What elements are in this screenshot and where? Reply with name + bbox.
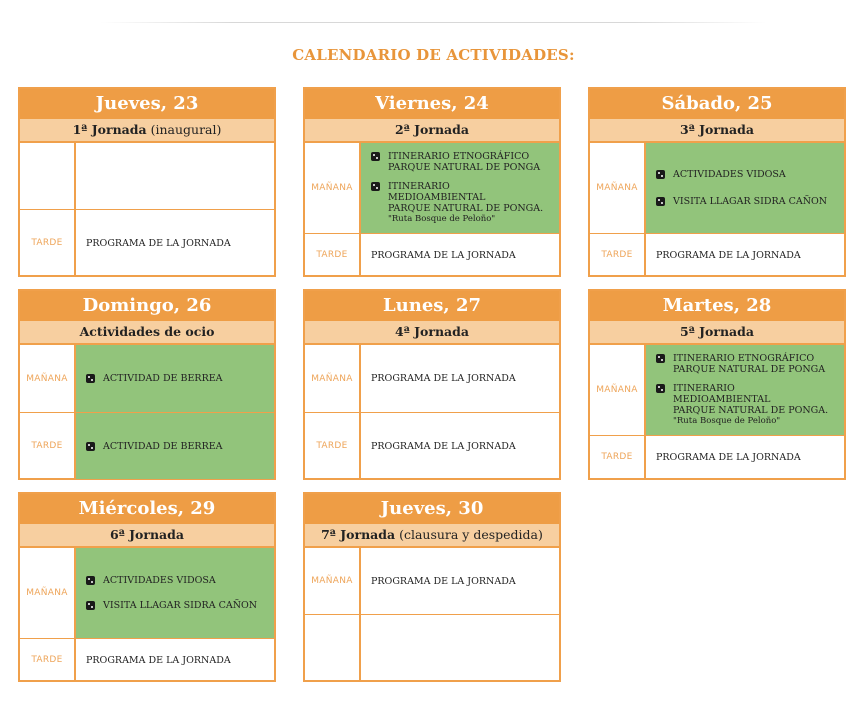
day-card-domingo-26: [18, 289, 276, 480]
morning-label: MAÑANA: [305, 345, 361, 412]
card-day-title: Sábado, 25: [590, 89, 844, 119]
afternoon-content: [361, 615, 559, 681]
card-day-title: Miércoles, 29: [20, 494, 274, 524]
card-jornada: 4ª Jornada: [305, 321, 559, 345]
morning-content: [646, 143, 844, 233]
dice-icon: [656, 170, 665, 179]
card-jornada: 2ª Jornada: [305, 119, 559, 143]
dice-icon: [371, 182, 380, 191]
dice-icon: [656, 354, 665, 363]
morning-row: [590, 143, 844, 234]
dice-icon: [86, 576, 95, 585]
afternoon-label: TARDE: [590, 436, 646, 478]
activity-item: ITINERARIO ETNOGRÁFICO PARQUE NATURAL DE PONGA: [371, 151, 549, 173]
card-jornada: 7ª Jornada (clausura y despedida): [305, 524, 559, 548]
card-day-title: Jueves, 23: [20, 89, 274, 119]
morning-content: PROGRAMA DE LA JORNADA: [371, 373, 516, 384]
morning-label: MAÑANA: [305, 548, 361, 614]
morning-label: MAÑANA: [590, 143, 646, 233]
activity-item: ACTIVIDAD DE BERREA: [86, 441, 264, 452]
morning-content: [646, 345, 844, 435]
morning-content: [361, 143, 559, 233]
dice-icon: [371, 152, 380, 161]
activity-item: ITINERARIO MEDIOAMBIENTAL PARQUE NATURAL DE PONGA. "Ruta Bosque de Peloño": [371, 181, 549, 225]
afternoon-label: TARDE: [20, 639, 76, 681]
afternoon-content: [76, 413, 274, 479]
activity-item: VISITA LLAGAR SIDRA CAÑON: [656, 196, 834, 207]
morning-row: [20, 548, 274, 639]
day-card-sabado-25: [588, 87, 846, 277]
afternoon-row: [590, 234, 844, 276]
afternoon-label: TARDE: [305, 234, 361, 276]
afternoon-content: PROGRAMA DE LA JORNADA: [656, 451, 801, 463]
card-day-title: Domingo, 26: [20, 291, 274, 321]
afternoon-label: TARDE: [20, 210, 76, 276]
afternoon-content: PROGRAMA DE LA JORNADA: [371, 440, 516, 452]
dice-icon: [86, 374, 95, 383]
activity-item: VISITA LLAGAR SIDRA CAÑON: [86, 600, 264, 611]
morning-label: MAÑANA: [590, 345, 646, 435]
card-jornada: 1ª Jornada (inaugural): [20, 119, 274, 143]
afternoon-row: [305, 615, 559, 681]
afternoon-label: TARDE: [20, 413, 76, 479]
card-day-title: Jueves, 30: [305, 494, 559, 524]
morning-content: [76, 143, 274, 209]
card-day-title: Lunes, 27: [305, 291, 559, 321]
afternoon-row: [20, 639, 274, 681]
day-card-lunes-27: [303, 289, 561, 480]
morning-row: [20, 345, 274, 413]
activity-item: ACTIVIDADES VIDOSA: [86, 575, 264, 586]
morning-row: [590, 345, 844, 436]
dice-icon: [656, 384, 665, 393]
day-card-viernes-24: [303, 87, 561, 277]
morning-row: [305, 345, 559, 413]
morning-content: [76, 548, 274, 638]
day-card-jueves-30: [303, 492, 561, 682]
morning-label: MAÑANA: [305, 143, 361, 233]
afternoon-content: PROGRAMA DE LA JORNADA: [371, 249, 516, 261]
dice-icon: [86, 442, 95, 451]
day-card-miercoles-29: [18, 492, 276, 682]
morning-content: PROGRAMA DE LA JORNADA: [371, 575, 516, 587]
morning-label: MAÑANA: [20, 345, 76, 412]
morning-row: [305, 548, 559, 615]
activity-item: ITINERARIO MEDIOAMBIENTAL PARQUE NATURAL DE PONGA. "Ruta Bosque de Peloño": [656, 383, 834, 427]
afternoon-label: TARDE: [305, 413, 361, 479]
dice-icon: [656, 197, 665, 206]
card-jornada: Actividades de ocio: [20, 321, 274, 345]
activity-item: ACTIVIDADES VIDOSA: [656, 169, 834, 180]
afternoon-content: PROGRAMA DE LA JORNADA: [86, 237, 231, 249]
dice-icon: [86, 601, 95, 610]
card-day-title: Martes, 28: [590, 291, 844, 321]
day-card-martes-28: [588, 289, 846, 480]
afternoon-content: PROGRAMA DE LA JORNADA: [656, 249, 801, 261]
morning-label: [20, 143, 76, 209]
afternoon-row: [305, 413, 559, 479]
afternoon-label: [305, 615, 361, 681]
activity-item: ITINERARIO ETNOGRÁFICO PARQUE NATURAL DE PONGA: [656, 353, 834, 375]
morning-content: [76, 345, 274, 412]
morning-row: [20, 143, 274, 210]
afternoon-row: [20, 210, 274, 276]
afternoon-label: TARDE: [590, 234, 646, 276]
card-jornada: 3ª Jornada: [590, 119, 844, 143]
card-day-title: Viernes, 24: [305, 89, 559, 119]
card-jornada: 5ª Jornada: [590, 321, 844, 345]
afternoon-row: [590, 436, 844, 478]
activity-item: ACTIVIDAD DE BERREA: [86, 373, 264, 384]
afternoon-content: PROGRAMA DE LA JORNADA: [86, 654, 231, 666]
card-jornada: 6ª Jornada: [20, 524, 274, 548]
morning-label: MAÑANA: [20, 548, 76, 638]
morning-row: [305, 143, 559, 234]
afternoon-row: [20, 413, 274, 479]
page-title: CALENDARIO DE ACTIVIDADES:: [292, 46, 575, 64]
afternoon-row: [305, 234, 559, 276]
top-divider: [100, 22, 767, 23]
day-card-jueves-23: [18, 87, 276, 277]
